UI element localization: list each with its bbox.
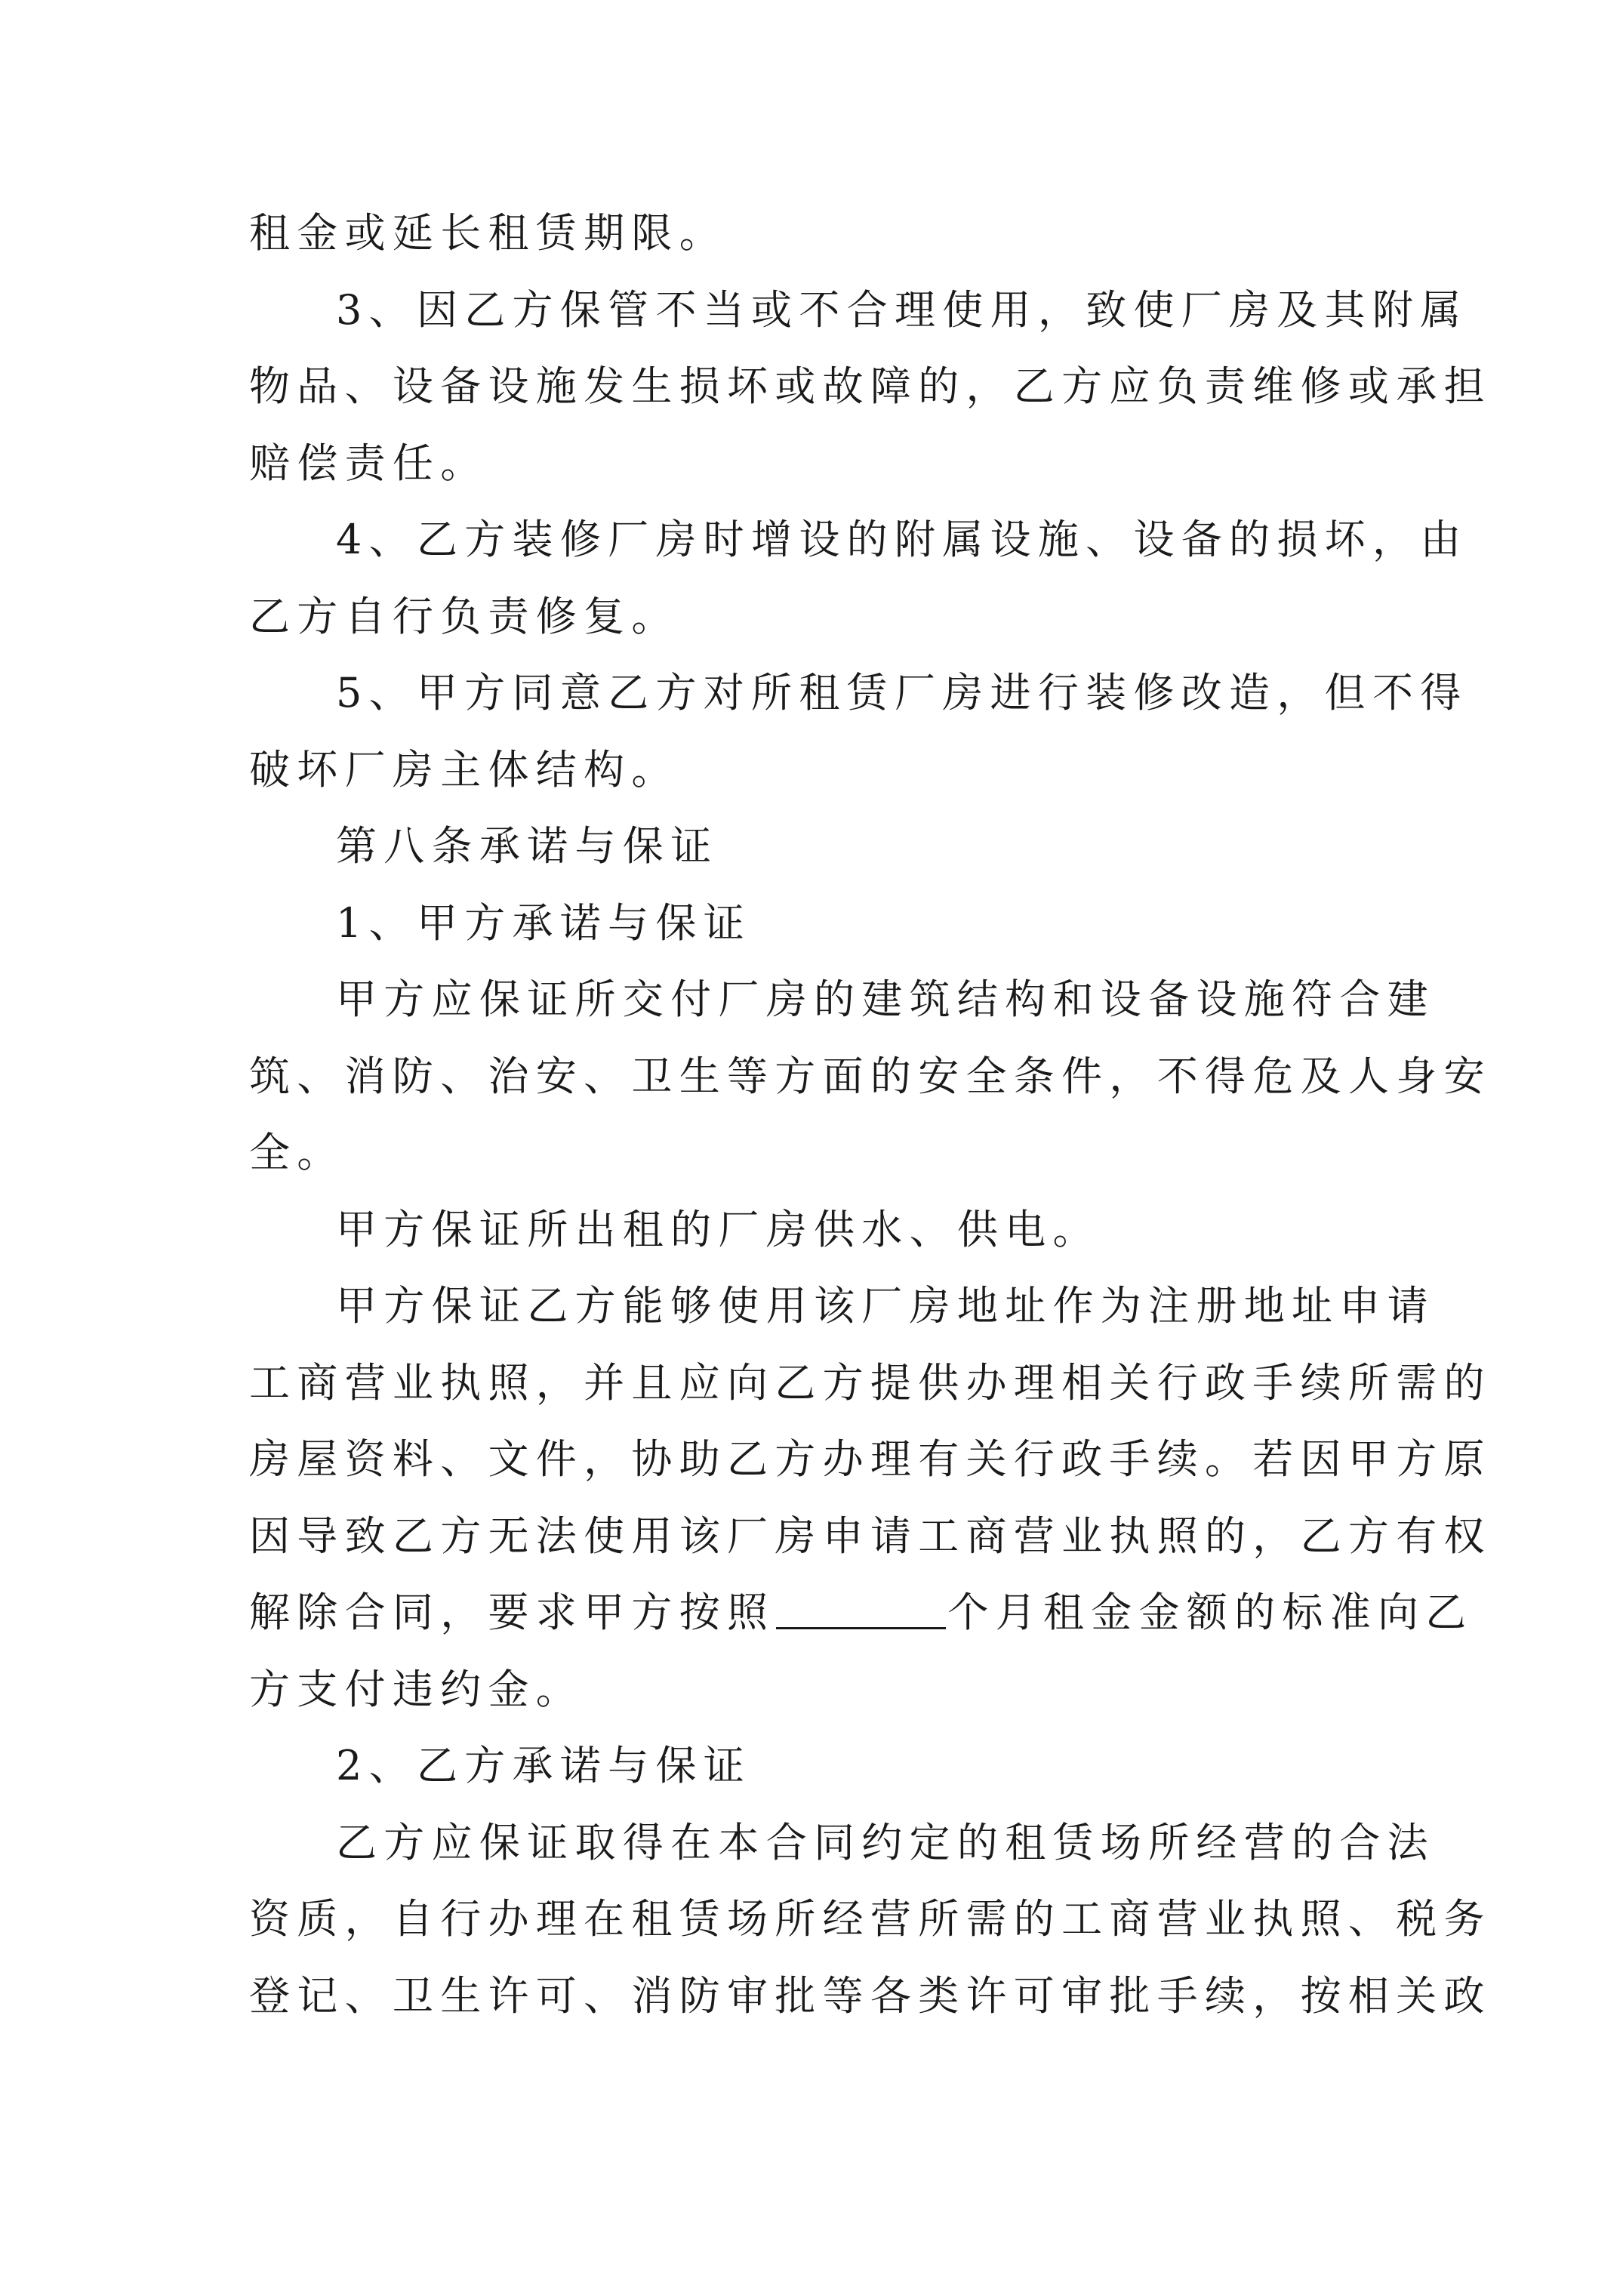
- text-line: 破坏厂房主体结构。: [249, 745, 679, 794]
- text-line: 物品、设备设施发生损坏或故障的，乙方应负责维修或承担: [249, 362, 1492, 410]
- text-line: 3、因乙方保管不当或不合理使用，致使厂房及其附属: [336, 285, 1468, 334]
- subsection-heading: 1、甲方承诺与保证: [336, 898, 752, 947]
- text-line: 乙方自行负责修复。: [249, 592, 679, 640]
- text-line: 筑、消防、治安、卫生等方面的安全条件，不得危及人身安: [249, 1052, 1492, 1100]
- text-line: 甲方保证乙方能够使用该厂房地址作为注册地址申请: [336, 1282, 1435, 1330]
- text-line: 甲方应保证所交付厂房的建筑结构和设备设施符合建: [336, 975, 1435, 1023]
- text-line: 5、甲方同意乙方对所租赁厂房进行装修改造，但不得: [336, 669, 1468, 717]
- text-line: 乙方应保证取得在本合同约定的租赁场所经营的合法: [336, 1818, 1435, 1866]
- text-fragment: 解除合同，要求甲方按照: [249, 1589, 775, 1636]
- text-line: 房屋资料、文件，协助乙方办理有关行政手续。若因甲方原: [249, 1435, 1492, 1483]
- text-fragment: 个月租金金额的标准向乙: [947, 1589, 1474, 1636]
- text-line: 赔偿责任。: [249, 439, 488, 487]
- section-heading: 第八条承诺与保证: [336, 822, 719, 870]
- text-line: 登记、卫生许可、消防审批等各类许可审批手续，按相关政: [249, 1971, 1492, 2020]
- text-line: 甲方保证所出租的厂房供水、供电。: [336, 1205, 1101, 1253]
- text-line-with-blank: [249, 1574, 1474, 1651]
- text-line: 租金或延长租赁期限。: [249, 209, 727, 257]
- text-line: 工商营业执照，并且应向乙方提供办理相关行政手续所需的: [249, 1358, 1492, 1407]
- document-body: [249, 195, 1492, 2034]
- text-line: 因导致乙方无法使用该厂房申请工商营业执照的，乙方有权: [249, 1512, 1492, 1560]
- subsection-heading: 2、乙方承诺与保证: [336, 1742, 752, 1789]
- text-line: 4、乙方装修厂房时增设的附属设施、设备的损坏，由: [336, 516, 1468, 563]
- fill-in-blank: [776, 1585, 946, 1629]
- text-line: 全。: [249, 1129, 345, 1176]
- text-line: 资质，自行办理在租赁场所经营所需的工商营业执照、税务: [249, 1895, 1492, 1943]
- text-line: 方支付违约金。: [249, 1665, 584, 1713]
